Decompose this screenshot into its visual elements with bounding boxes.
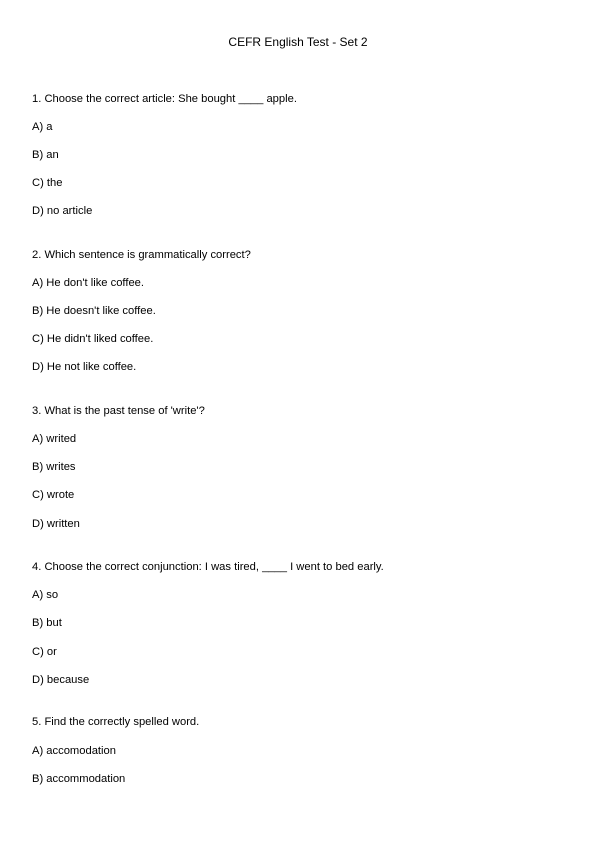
question-2-option-a: A) He don't like coffee. bbox=[32, 277, 145, 289]
question-5-prompt: 5. Find the correctly spelled word. bbox=[32, 716, 200, 728]
document-title: CEFR English Test - Set 2 bbox=[228, 35, 368, 49]
question-1-option-d: D) no article bbox=[32, 205, 93, 217]
question-1-option-a: A) a bbox=[32, 121, 53, 133]
question-3-prompt: 3. What is the past tense of 'write'? bbox=[32, 405, 205, 417]
question-4-option-a: A) so bbox=[32, 589, 59, 601]
question-5-option-a: A) accomodation bbox=[32, 745, 116, 757]
question-2-option-c: C) He didn't liked coffee. bbox=[32, 333, 154, 345]
question-1-option-b: B) an bbox=[32, 149, 59, 161]
question-2-option-b: B) He doesn't like coffee. bbox=[32, 305, 156, 317]
question-3-option-a: A) writed bbox=[32, 433, 77, 445]
question-5-option-b: B) accommodation bbox=[32, 773, 126, 785]
question-4-option-d: D) because bbox=[32, 674, 90, 686]
question-1-prompt: 1. Choose the correct article: She bought ____ apple. bbox=[32, 93, 297, 105]
question-3-option-c: C) wrote bbox=[32, 489, 75, 501]
question-2-option-d: D) He not like coffee. bbox=[32, 361, 137, 373]
question-4-prompt: 4. Choose the correct conjunction: I was tired, ____ I went to bed early. bbox=[32, 561, 384, 573]
question-3-option-b: B) writes bbox=[32, 461, 76, 473]
question-1-option-c: C) the bbox=[32, 177, 63, 189]
question-3-option-d: D) written bbox=[32, 518, 80, 530]
question-2-prompt: 2. Which sentence is grammatically correct? bbox=[32, 249, 251, 261]
question-4-option-c: C) or bbox=[32, 646, 57, 658]
question-4-option-b: B) but bbox=[32, 617, 62, 629]
